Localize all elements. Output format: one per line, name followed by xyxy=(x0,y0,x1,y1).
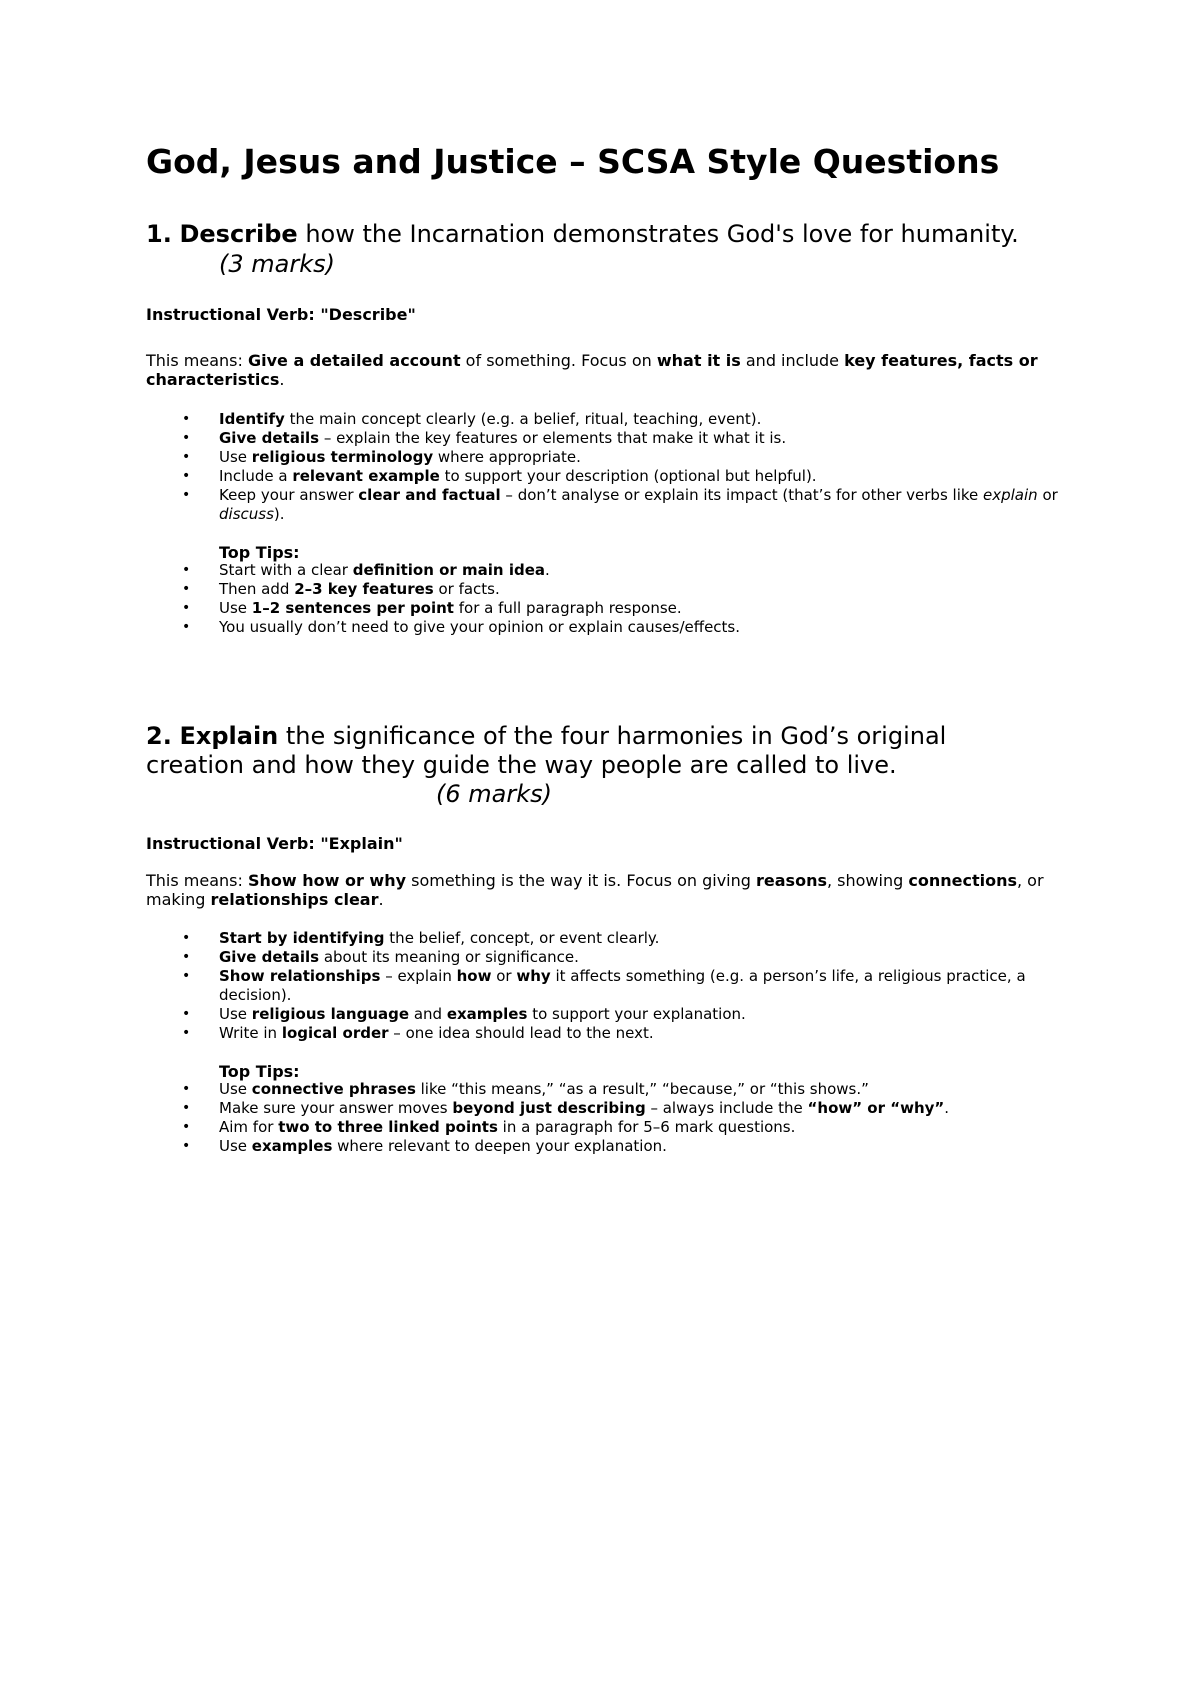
question-1-text: how the Incarnation demonstrates God's love for humanity. xyxy=(297,220,1019,248)
body-text: . xyxy=(279,370,285,389)
body-text: like “this means,” “as a result,” “because,” or “this shows.” xyxy=(415,1080,869,1098)
bullet-icon: • xyxy=(182,430,191,446)
body-text: Use xyxy=(219,599,252,617)
list-item xyxy=(146,618,1076,637)
emphasis-text: Give a detailed account xyxy=(247,351,461,370)
question-2-verb: Explain xyxy=(179,722,279,750)
italic-text: discuss xyxy=(219,505,274,523)
emphasis-text: how xyxy=(456,967,492,985)
emphasis-text: connections xyxy=(908,871,1017,890)
question-1-heading xyxy=(146,220,1019,249)
bullet-icon: • xyxy=(182,619,191,635)
list-item xyxy=(146,561,1076,580)
question-2-tips xyxy=(146,1080,1076,1156)
body-text: . xyxy=(378,890,384,909)
bullet-icon: • xyxy=(182,1100,191,1116)
list-item xyxy=(146,1137,1076,1156)
question-2-instructional-verb: Instructional Verb: "Explain" xyxy=(146,834,403,853)
bullet-icon: • xyxy=(182,930,191,946)
list-item xyxy=(146,1024,1076,1043)
bullet-icon: • xyxy=(182,600,191,616)
body-text: , showing xyxy=(826,871,909,890)
body-text: Write in xyxy=(219,1024,282,1042)
question-1-points xyxy=(146,410,1076,524)
body-text: You usually don’t need to give your opinion or explain causes/effects. xyxy=(219,618,741,636)
body-text: or xyxy=(491,967,517,985)
emphasis-text: “how” or “why” xyxy=(807,1099,945,1117)
bullet-icon: • xyxy=(182,1025,191,1041)
list-item xyxy=(146,580,1076,599)
emphasis-text: Show how or why xyxy=(247,871,407,890)
list-item xyxy=(146,1099,1076,1118)
question-2-marks: (6 marks) xyxy=(436,780,552,808)
list-item xyxy=(146,948,1076,967)
body-text: to support your description (optional but helpful). xyxy=(439,467,817,485)
emphasis-text: Identify xyxy=(219,410,285,428)
emphasis-text: Give details xyxy=(219,429,320,447)
emphasis-text: what it is xyxy=(656,351,741,370)
body-text: – one idea should lead to the next. xyxy=(388,1024,654,1042)
body-text: of something. Focus on xyxy=(460,351,657,370)
emphasis-text: key features, facts or characteristics xyxy=(146,351,1038,389)
body-text: Use xyxy=(219,1005,252,1023)
body-text: about its meaning or significance. xyxy=(319,948,579,966)
body-text: – explain xyxy=(380,967,457,985)
body-text: or xyxy=(1037,486,1058,504)
body-text: Include a xyxy=(219,467,293,485)
emphasis-text: relationships clear xyxy=(210,890,379,909)
list-item xyxy=(146,967,1076,1005)
body-text: the belief, concept, or event clearly. xyxy=(384,929,660,947)
emphasis-text: religious language xyxy=(251,1005,410,1023)
body-text: Use xyxy=(219,1137,252,1155)
bullet-icon: • xyxy=(182,1006,191,1022)
document-title: God, Jesus and Justice – SCSA Style Questions xyxy=(146,142,1000,181)
bullet-icon: • xyxy=(182,949,191,965)
bullet-icon: • xyxy=(182,487,191,503)
body-text: Keep your answer xyxy=(219,486,359,504)
emphasis-text: definition or main idea xyxy=(352,561,545,579)
bullet-icon: • xyxy=(182,562,191,578)
question-1-marks: (3 marks) xyxy=(219,250,335,278)
body-text: Aim for xyxy=(219,1118,279,1136)
question-1-meaning xyxy=(146,351,1076,389)
body-text: . xyxy=(944,1099,950,1117)
body-text: This means: xyxy=(146,351,248,370)
emphasis-text: 2–3 key features xyxy=(294,580,434,598)
body-text: for a full paragraph response. xyxy=(453,599,682,617)
list-item xyxy=(146,1118,1076,1137)
question-1-verb: Describe xyxy=(179,220,298,248)
question-1-instructional-verb: Instructional Verb: "Describe" xyxy=(146,305,416,324)
emphasis-text: two to three linked points xyxy=(278,1118,498,1136)
emphasis-text: Give details xyxy=(219,948,320,966)
question-2-meaning xyxy=(146,871,1076,909)
body-text: where relevant to deepen your explanation. xyxy=(332,1137,667,1155)
emphasis-text: beyond just describing xyxy=(452,1099,646,1117)
body-text: it affects something (e.g. a person’s life, a religious practice, a decision). xyxy=(219,967,1026,1004)
list-item xyxy=(146,1005,1076,1024)
bullet-icon: • xyxy=(182,1138,191,1154)
body-text: This means: xyxy=(146,871,248,890)
body-text: and include xyxy=(740,351,845,370)
body-text: – explain the key features or elements that make it what it is. xyxy=(319,429,787,447)
emphasis-text: Start by identifying xyxy=(219,929,385,947)
question-2-tips-title: Top Tips: xyxy=(219,1062,300,1081)
emphasis-text: religious terminology xyxy=(251,448,434,466)
list-item xyxy=(146,599,1076,618)
list-item xyxy=(146,410,1076,429)
body-text: Use xyxy=(219,448,252,466)
body-text: Use xyxy=(219,1080,252,1098)
question-2-heading-line2: creation and how they guide the way people are called to live. xyxy=(146,751,897,779)
emphasis-text: logical order xyxy=(281,1024,389,1042)
body-text: Make sure your answer moves xyxy=(219,1099,453,1117)
question-1-tips xyxy=(146,561,1076,637)
emphasis-text: why xyxy=(516,967,551,985)
bullet-icon: • xyxy=(182,411,191,427)
body-text: ). xyxy=(273,505,285,523)
body-text: . xyxy=(545,561,550,579)
body-text: – always include the xyxy=(645,1099,808,1117)
body-text: , or making xyxy=(146,871,1044,909)
body-text: where appropriate. xyxy=(433,448,581,466)
body-text: the main concept clearly (e.g. a belief, ritual, teaching, event). xyxy=(284,410,762,428)
list-item xyxy=(146,467,1076,486)
italic-text: explain xyxy=(983,486,1038,504)
bullet-icon: • xyxy=(182,1119,191,1135)
body-text: something is the way it is. Focus on giving xyxy=(406,871,757,890)
list-item xyxy=(146,1080,1076,1099)
list-item xyxy=(146,929,1076,948)
body-text: – don’t analyse or explain its impact (that’s for other verbs like xyxy=(500,486,984,504)
bullet-icon: • xyxy=(182,968,191,984)
question-2-heading xyxy=(146,722,946,751)
bullet-icon: • xyxy=(182,468,191,484)
emphasis-text: connective phrases xyxy=(251,1080,416,1098)
emphasis-text: relevant example xyxy=(292,467,440,485)
emphasis-text: reasons xyxy=(756,871,827,890)
bullet-icon: • xyxy=(182,581,191,597)
bullet-icon: • xyxy=(182,449,191,465)
body-text: to support your explanation. xyxy=(527,1005,746,1023)
list-item xyxy=(146,429,1076,448)
list-item xyxy=(146,448,1076,467)
body-text: or facts. xyxy=(433,580,500,598)
emphasis-text: examples xyxy=(251,1137,333,1155)
emphasis-text: Show relationships xyxy=(219,967,381,985)
emphasis-text: clear and factual xyxy=(358,486,501,504)
emphasis-text: 1–2 sentences per point xyxy=(251,599,454,617)
bullet-icon: • xyxy=(182,1081,191,1097)
body-text: and xyxy=(409,1005,447,1023)
body-text: Then add xyxy=(219,580,295,598)
body-text: in a paragraph for 5–6 mark questions. xyxy=(497,1118,796,1136)
body-text: Start with a clear xyxy=(219,561,353,579)
emphasis-text: examples xyxy=(446,1005,528,1023)
question-2-number: 2. xyxy=(146,722,172,750)
question-1-tips-title: Top Tips: xyxy=(219,543,300,562)
question-2-text: the significance of the four harmonies in God’s original xyxy=(278,722,947,750)
list-item xyxy=(146,486,1076,524)
question-2-points xyxy=(146,929,1076,1043)
question-1-number: 1. xyxy=(146,220,172,248)
